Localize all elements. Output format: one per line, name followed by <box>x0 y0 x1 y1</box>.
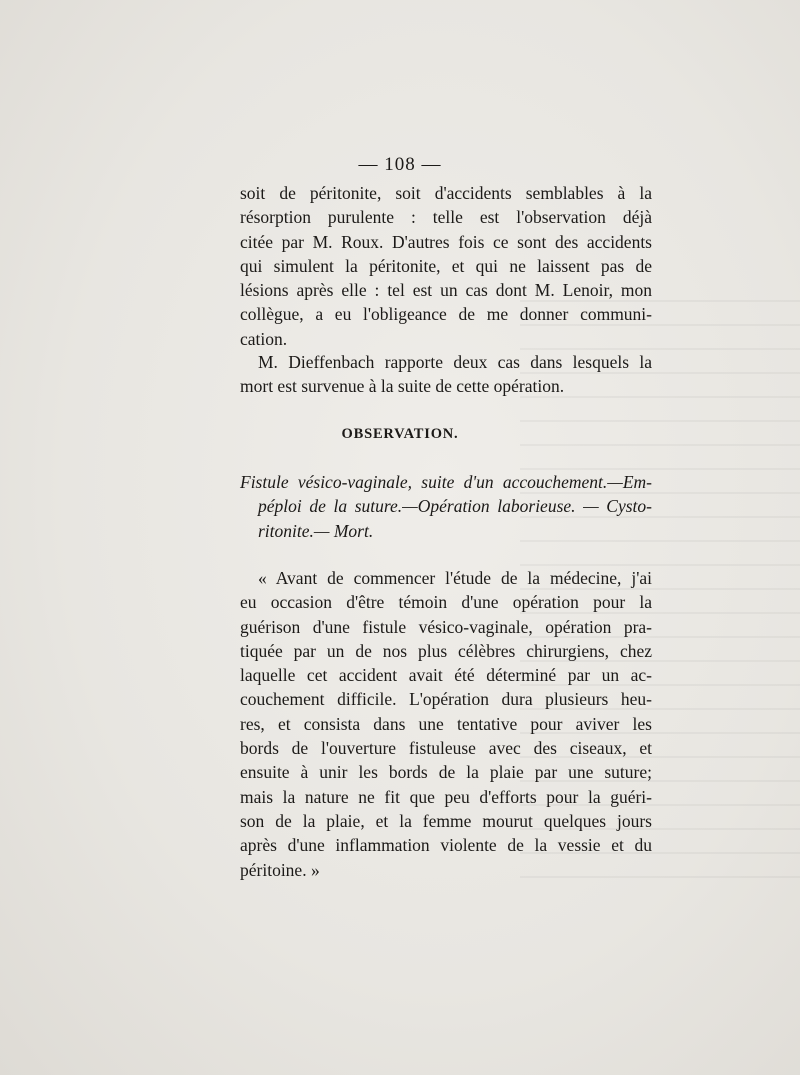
text-line: résorption purulente : telle est l'observation déjà <box>240 207 652 228</box>
text-line: ritonite.— Mort. <box>258 520 374 541</box>
text-line: ensuite à unir les bords de la plaie par une suture; <box>240 762 652 783</box>
text-line: son de la plaie, et la femme mourut quelques jours <box>240 810 652 831</box>
paragraph-1 <box>240 181 652 351</box>
section-heading: OBSERVATION. <box>341 426 459 442</box>
text-line: laquelle cet accident avait été déterminé par un ac- <box>240 665 652 686</box>
text-line: guérison d'une fistule vésico-vaginale, opération pra- <box>240 616 652 637</box>
page-number: — 108 — <box>358 154 442 175</box>
text-line: couchement difficile. L'opération dura plusieurs heu- <box>240 689 652 710</box>
text-line: péploi de la suture.—Opération laborieuse. — Cysto- <box>258 496 652 517</box>
text-line: après d'une inflammation violente de la vessie et du <box>240 835 652 856</box>
text-line: bords de l'ouverture fistuleuse avec des ciseaux, et <box>240 738 652 759</box>
text-line: qui simulent la péritonite, et qui ne laissent pas de <box>240 255 652 276</box>
text-line: mort est survenue à la suite de cette opération. <box>240 376 565 397</box>
text-line: mais la nature ne fit que peu d'efforts pour la guéri- <box>240 786 652 807</box>
text-line: péritoine. » <box>240 859 320 880</box>
text-line: Fistule vésico-vaginale, suite d'un accouchement.—Em- <box>240 472 652 492</box>
text-line: collègue, a eu l'obligeance de me donner communi- <box>240 304 652 325</box>
observation-subtitle <box>240 470 652 543</box>
paragraph-2 <box>240 350 652 399</box>
text-line: cation. <box>240 328 288 349</box>
text-line: eu occasion d'être témoin d'une opération pour la <box>240 592 652 613</box>
text-line: M. Dieffenbach rapporte deux cas dans lesquels la <box>258 352 652 372</box>
paragraph-3 <box>240 566 652 882</box>
text-line: tiquée par un de nos plus célèbres chirurgiens, chez <box>240 640 652 661</box>
text-line: citée par M. Roux. D'autres fois ce sont des accidents <box>240 231 652 252</box>
text-line: « Avant de commencer l'étude de la médecine, j'ai <box>258 568 652 588</box>
text-line: res, et consista dans une tentative pour aviver les <box>240 713 652 734</box>
text-line: soit de péritonite, soit d'accidents semblables à la <box>240 183 652 203</box>
text-line: lésions après elle : tel est un cas dont M. Lenoir, mon <box>240 280 652 301</box>
